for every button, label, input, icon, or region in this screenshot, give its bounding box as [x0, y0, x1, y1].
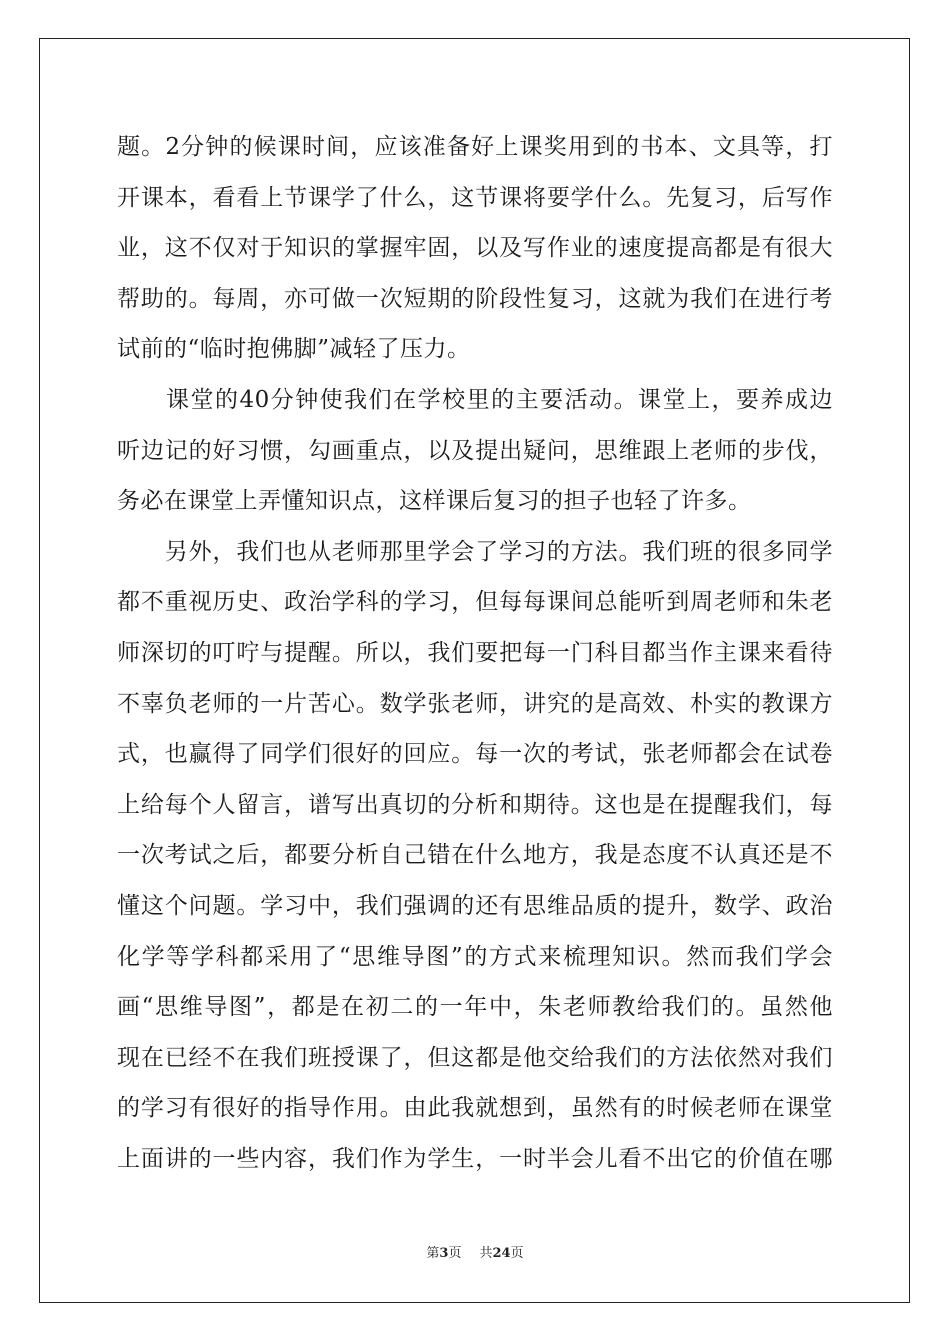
text-line: 课堂的40分钟使我们在学校里的主要活动。课堂上，要养成边: [117, 386, 833, 413]
total-suffix: 页: [510, 1246, 524, 1261]
text-line: 不辜负老师的一片苦心。数学张老师，讲究的是高效、朴实的教课方: [117, 690, 833, 717]
page-prefix: 第: [426, 1246, 440, 1261]
text-line: 上面讲的一些内容，我们作为学生，一时半会儿看不出它的价值在哪: [117, 1145, 833, 1172]
page-number: 3: [439, 1246, 449, 1261]
text-line: 试前的“临时抱佛脚”减轻了压力。: [117, 336, 471, 363]
text-line: 化学等学科都采用了“思维导图”的方式来梳理知识。然而我们学会: [117, 943, 833, 970]
text-line: 务必在课堂上弄懂知识点，这样课后复习的担子也轻了许多。: [117, 488, 752, 515]
total-prefix: 共: [479, 1246, 493, 1261]
text-line: 懂这个问题。学习中，我们强调的还有思维品质的提升，数学、政治: [117, 892, 833, 919]
text-line: 现在已经不在我们班授课了，但这都是他交给我们的方法依然对我们: [117, 1044, 833, 1071]
text-line: 另外，我们也从老师那里学会了学习的方法。我们班的很多同学: [117, 538, 833, 565]
page-footer: [0, 1242, 950, 1261]
text-line: 师深切的叮咛与提醒。所以，我们要把每一门科目都当作主课来看待: [117, 639, 833, 666]
text-line: 都不重视历史、政治学科的学习，但每每课间总能听到周老师和朱老: [117, 589, 833, 616]
text-line: 画“思维导图”，都是在初二的一年中，朱老师教给我们的。虽然他: [117, 994, 833, 1021]
text-line: 开课本，看看上节课学了什么，这节课将要学什么。先复习，后写作: [117, 184, 833, 211]
text-line: 的学习有很好的指导作用。由此我就想到，虽然有的时候老师在课堂: [117, 1095, 833, 1122]
text-line: 业，这不仅对于知识的掌握牢固，以及写作业的速度提高都是有很大: [117, 235, 833, 262]
text-line: 帮助的。每周，亦可做一次短期的阶段性复习，这就为我们在进行考: [117, 285, 833, 312]
text-line: 式，也赢得了同学们很好的回应。每一次的考试，张老师都会在试卷: [117, 741, 833, 768]
text-line: 上给每个人留言，谱写出真切的分析和期待。这也是在提醒我们，每: [117, 791, 833, 818]
text-line: 题。2分钟的候课时间，应该准备好上课奖用到的书本、文具等，打: [117, 134, 833, 160]
document-body: [117, 122, 833, 1184]
total-pages: 24: [492, 1246, 511, 1261]
text-line: 听边记的好习惯，勾画重点，以及提出疑问，思维跟上老师的步伐，: [117, 437, 833, 464]
page-suffix: 页: [448, 1246, 462, 1261]
text-line: 一次考试之后，都要分析自己错在什么地方，我是态度不认真还是不: [117, 842, 833, 869]
